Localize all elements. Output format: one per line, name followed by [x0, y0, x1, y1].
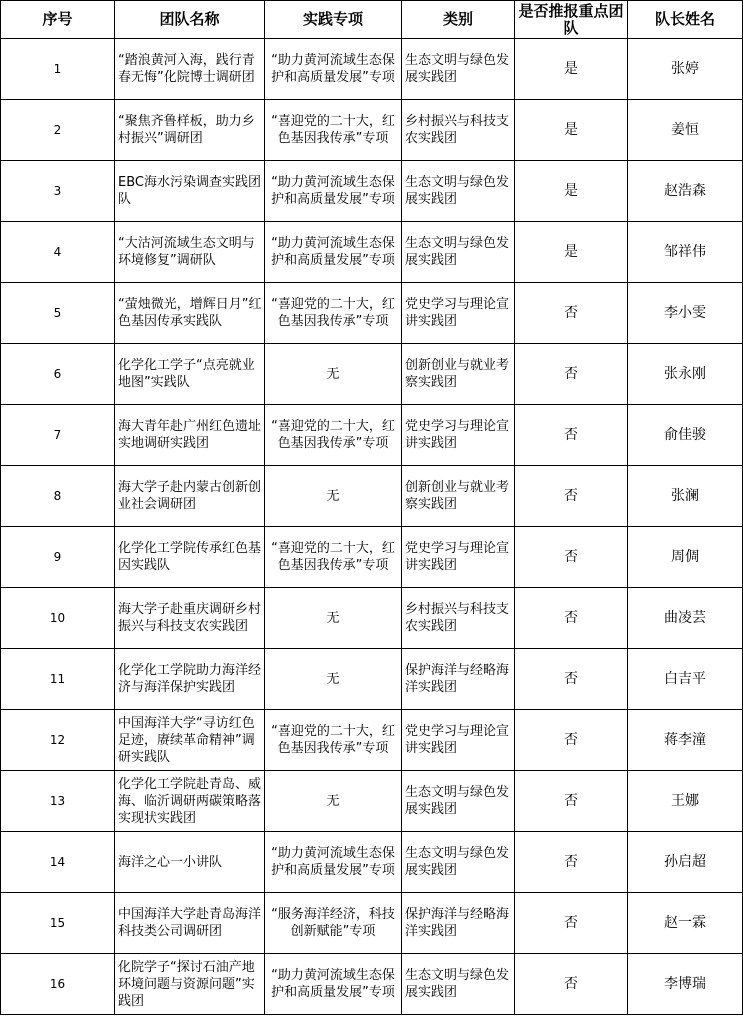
- cell-index: 9: [1, 527, 115, 588]
- cell-practice-topic: “服务海洋经济，科技创新赋能”专项: [265, 893, 402, 954]
- cell-index: 7: [1, 405, 115, 466]
- table-row: [1, 222, 743, 283]
- table-row: [1, 161, 743, 222]
- cell-index: 3: [1, 161, 115, 222]
- cell-index: 6: [1, 344, 115, 405]
- cell-captain: 蒋李潼: [628, 710, 743, 771]
- cell-key-team: 是: [515, 100, 628, 161]
- cell-key-team: 否: [515, 893, 628, 954]
- cell-category: 创新创业与就业考察实践团: [402, 344, 515, 405]
- cell-key-team: 否: [515, 466, 628, 527]
- cell-index: 4: [1, 222, 115, 283]
- cell-practice-topic: “喜迎党的二十大，红色基因我传承”专项: [265, 405, 402, 466]
- cell-key-team: 否: [515, 344, 628, 405]
- cell-team-name: 化学化工学院助力海洋经济与海洋保护实践团: [115, 649, 265, 710]
- cell-captain: 李小雯: [628, 283, 743, 344]
- table-row: [1, 405, 743, 466]
- table-row: [1, 283, 743, 344]
- cell-category: 生态文明与绿色发展实践团: [402, 39, 515, 100]
- cell-captain: 邹祥伟: [628, 222, 743, 283]
- header-team-name: 团队名称: [115, 1, 265, 39]
- header-index: 序号: [1, 1, 115, 39]
- cell-captain: 张澜: [628, 466, 743, 527]
- cell-category: 生态文明与绿色发展实践团: [402, 161, 515, 222]
- cell-category: 党史学习与理论宣讲实践团: [402, 527, 515, 588]
- cell-captain: 曲凌芸: [628, 588, 743, 649]
- table-row: [1, 466, 743, 527]
- cell-key-team: 否: [515, 588, 628, 649]
- header-category: 类别: [402, 1, 515, 39]
- cell-category: 生态文明与绿色发展实践团: [402, 954, 515, 1015]
- cell-index: 13: [1, 771, 115, 832]
- cell-practice-topic: 无: [265, 466, 402, 527]
- cell-practice-topic: “喜迎党的二十大，红色基因我传承”专项: [265, 283, 402, 344]
- cell-practice-topic: 无: [265, 588, 402, 649]
- cell-category: 保护海洋与经略海洋实践团: [402, 893, 515, 954]
- header-practice-topic: 实践专项: [265, 1, 402, 39]
- cell-team-name: “萤烛微光，增辉日月”红色基因传承实践队: [115, 283, 265, 344]
- cell-index: 14: [1, 832, 115, 893]
- table-row: [1, 832, 743, 893]
- table-row: [1, 527, 743, 588]
- cell-team-name: 中国海洋大学“寻访红色足迹，赓续革命精神”调研实践队: [115, 710, 265, 771]
- cell-captain: 俞佳骏: [628, 405, 743, 466]
- table-row: [1, 649, 743, 710]
- cell-practice-topic: “喜迎党的二十大，红色基因我传承”专项: [265, 710, 402, 771]
- cell-category: 生态文明与绿色发展实践团: [402, 222, 515, 283]
- cell-index: 10: [1, 588, 115, 649]
- header-row: [1, 1, 743, 39]
- cell-key-team: 是: [515, 161, 628, 222]
- cell-index: 1: [1, 39, 115, 100]
- cell-team-name: 海洋之心一小讲队: [115, 832, 265, 893]
- cell-key-team: 否: [515, 954, 628, 1015]
- cell-category: 乡村振兴与科技支农实践团: [402, 100, 515, 161]
- cell-captain: 周倜: [628, 527, 743, 588]
- cell-category: 乡村振兴与科技支农实践团: [402, 588, 515, 649]
- cell-team-name: 化院学子“探讨石油产地环境问题与资源问题”实践团: [115, 954, 265, 1015]
- cell-team-name: 海大学子赴内蒙古创新创业社会调研团: [115, 466, 265, 527]
- table-row: [1, 710, 743, 771]
- cell-team-name: 化学化工学子“点亮就业地图”实践队: [115, 344, 265, 405]
- cell-captain: 姜恒: [628, 100, 743, 161]
- cell-practice-topic: 无: [265, 771, 402, 832]
- cell-index: 2: [1, 100, 115, 161]
- table-row: [1, 893, 743, 954]
- cell-key-team: 否: [515, 710, 628, 771]
- cell-captain: 赵一霖: [628, 893, 743, 954]
- cell-captain: 张永刚: [628, 344, 743, 405]
- cell-category: 党史学习与理论宣讲实践团: [402, 710, 515, 771]
- cell-category: 党史学习与理论宣讲实践团: [402, 283, 515, 344]
- cell-captain: 赵浩森: [628, 161, 743, 222]
- cell-team-name: 海大青年赴广州红色遗址实地调研实践团: [115, 405, 265, 466]
- cell-category: 党史学习与理论宣讲实践团: [402, 405, 515, 466]
- cell-captain: 白吉平: [628, 649, 743, 710]
- cell-team-name: EBC海水污染调查实践团队: [115, 161, 265, 222]
- cell-team-name: 化学化工学院传承红色基因实践队: [115, 527, 265, 588]
- cell-key-team: 否: [515, 649, 628, 710]
- table-row: [1, 344, 743, 405]
- table-body: [1, 39, 743, 1015]
- cell-category: 生态文明与绿色发展实践团: [402, 771, 515, 832]
- cell-index: 11: [1, 649, 115, 710]
- cell-key-team: 否: [515, 405, 628, 466]
- cell-captain: 李博瑞: [628, 954, 743, 1015]
- cell-key-team: 否: [515, 771, 628, 832]
- cell-category: 创新创业与就业考察实践团: [402, 466, 515, 527]
- cell-key-team: 是: [515, 222, 628, 283]
- cell-practice-topic: “助力黄河流域生态保护和高质量发展”专项: [265, 161, 402, 222]
- cell-practice-topic: “助力黄河流域生态保护和高质量发展”专项: [265, 954, 402, 1015]
- cell-key-team: 否: [515, 283, 628, 344]
- header-captain: 队长姓名: [628, 1, 743, 39]
- cell-key-team: 是: [515, 39, 628, 100]
- cell-team-name: 中国海洋大学赴青岛海洋科技类公司调研团: [115, 893, 265, 954]
- cell-team-name: 海大学子赴重庆调研乡村振兴与科技支农实践团: [115, 588, 265, 649]
- cell-key-team: 否: [515, 832, 628, 893]
- cell-practice-topic: “喜迎党的二十大，红色基因我传承”专项: [265, 527, 402, 588]
- cell-captain: 张婷: [628, 39, 743, 100]
- cell-practice-topic: 无: [265, 344, 402, 405]
- cell-key-team: 否: [515, 527, 628, 588]
- table-row: [1, 588, 743, 649]
- cell-captain: 孙启超: [628, 832, 743, 893]
- cell-practice-topic: “助力黄河流域生态保护和高质量发展”专项: [265, 222, 402, 283]
- cell-practice-topic: “助力黄河流域生态保护和高质量发展”专项: [265, 39, 402, 100]
- cell-index: 12: [1, 710, 115, 771]
- table-row: [1, 771, 743, 832]
- cell-category: 保护海洋与经略海洋实践团: [402, 649, 515, 710]
- cell-team-name: “聚焦齐鲁样板，助力乡村振兴”调研团: [115, 100, 265, 161]
- cell-practice-topic: “喜迎党的二十大，红色基因我传承”专项: [265, 100, 402, 161]
- cell-team-name: “大沽河流域生态文明与环境修复”调研队: [115, 222, 265, 283]
- cell-practice-topic: 无: [265, 649, 402, 710]
- header-key-team: 是否推报重点团队: [515, 1, 628, 39]
- cell-captain: 王娜: [628, 771, 743, 832]
- cell-practice-topic: “助力黄河流域生态保护和高质量发展”专项: [265, 832, 402, 893]
- cell-index: 16: [1, 954, 115, 1015]
- cell-team-name: “踏浪黄河入海，践行青春无悔”化院博士调研团: [115, 39, 265, 100]
- table-row: [1, 954, 743, 1015]
- cell-team-name: 化学化工学院赴青岛、威海、临沂调研两碳策略落实现状实践团: [115, 771, 265, 832]
- cell-category: 生态文明与绿色发展实践团: [402, 832, 515, 893]
- table-row: [1, 100, 743, 161]
- cell-index: 8: [1, 466, 115, 527]
- cell-index: 15: [1, 893, 115, 954]
- cell-index: 5: [1, 283, 115, 344]
- table-row: [1, 39, 743, 100]
